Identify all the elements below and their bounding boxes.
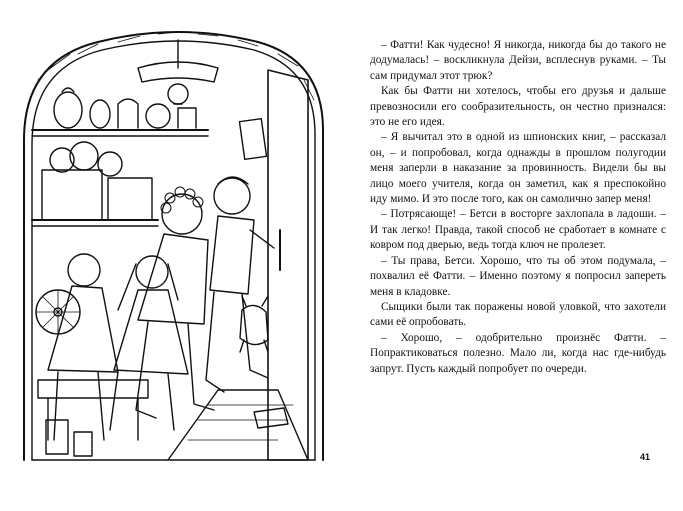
paragraph: – Фатти! Как чудесно! Я никогда, никогда бы до такого не додумалась! – воскликнула Дейзи, всплеснув руками. – Ты сам придумал этот трюк?: [370, 39, 666, 82]
text-column: [370, 38, 666, 377]
ink-drawing-children-at-door: [18, 20, 338, 490]
paragraph: Сыщики были так поражены новой уловкой, что захотели сами её опробовать.: [370, 300, 666, 329]
paragraph: – Потрясающе! – Бетси в восторге захлопала в ладоши. – И так легко! Правда, такой способ не сработает в комнате с ковром под дверью, ведь тогда ключ не пролезет.: [370, 208, 666, 252]
illustration: [18, 20, 338, 490]
paragraph: Как бы Фатти ни хотелось, чтобы его друзья и дальше превозносили его сообразительность, он честно признался: это не его идея.: [370, 85, 666, 129]
paragraph: – Ты права, Бетси. Хорошо, что ты об этом подумала, – похвалил её Фатти. – Именно поэтому я попросил запереть меня в кладовке.: [370, 254, 666, 298]
page-number: 41: [640, 452, 651, 462]
paragraph: – Хорошо, – одобрительно произнёс Фатти. – Попрактиковаться полезно. Мало ли, когда нас где-нибудь запрут. Пусть каждый попробует по очереди.: [370, 331, 666, 375]
paragraph: – Я вычитал это в одной из шпионских книг, – рассказал он, – и попробовал, когда однажды в прошлом полугодии меня заперли в наказание за провинность. Видели бы вы лицо моего учителя, когда он заметил, как я преспокойно иду мимо. И это после того, как он самолично запер меня!: [370, 131, 666, 206]
